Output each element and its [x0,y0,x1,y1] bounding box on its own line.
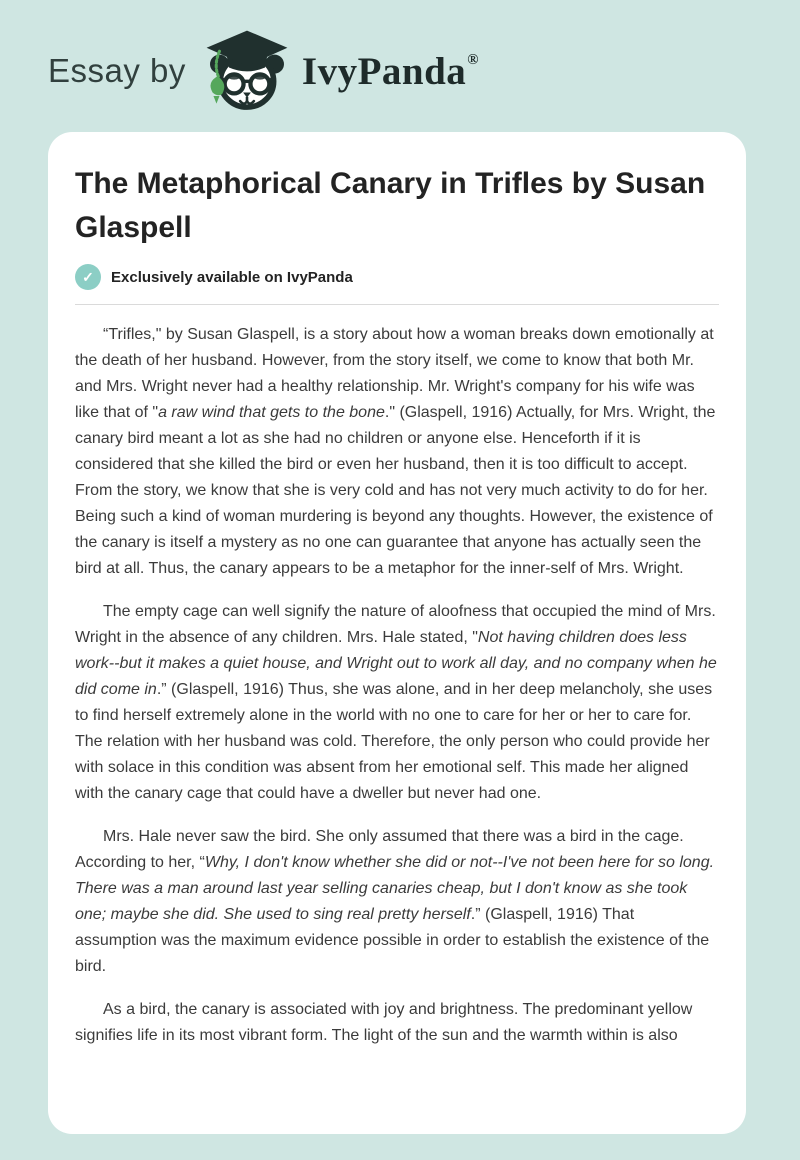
check-icon [75,264,101,290]
availability-label: Exclusively available on IvyPanda [111,268,353,286]
essay-by-label: Essay by [48,52,186,89]
essay-paragraph [75,322,719,582]
divider [75,304,719,305]
body-text: “Trifles," by Susan Glaspell, is a story about how a woman breaks down emotionally at the death of her husband. However, from the story itself, we come to know that both Mr. and Mrs. Wright never had a healthy relationship. Mr. Wright's company for his wife was like that of " [75,326,714,421]
essay-paragraph [75,599,719,807]
body-text: As a bird, the canary is associated with joy and brightness. The predominant yellow signifies life in its most vibrant form. The light of the sun and the warmth within is also [75,1001,693,1044]
essay-body [75,322,719,1049]
body-text: The empty cage can well signify the nature of aloofness that occupied the mind of Mrs. Wright in the absence of any children. Mrs. Hale stated, " [75,603,716,646]
essay-paragraph [75,824,719,980]
body-text: .” (Glaspell, 1916) Thus, she was alone, and in her deep melancholy, she uses to find herself extremely alone in the world with no one to care for her or her to care for. The relation with her husband was cold. Therefore, the only person who could provide her with solace in this condition was absent from her emotional self. This made her aligned with the canary cage that could have a dweller but never had one. [75,681,713,802]
essay-card [48,132,746,1134]
brand-name [302,49,478,94]
quote-italic-text: Not having children does less work--but it makes a quiet house, and Wright out to work all day, and no company when he did come in [75,629,717,698]
body-text: .” (Glaspell, 1916) That assumption was the maximum evidence possible in order to establish the existence of the bird. [75,906,710,975]
panda-graduate-icon [202,28,292,114]
ivypanda-logo [202,28,292,114]
body-text: ." (Glaspell, 1916) Actually, for Mrs. Wright, the canary bird meant a lot as she had no children or anyone else. Henceforth if it is considered that she killed the bird or even her husband, then it is too difficult to accept. From the story, we know that she is very cold and has not very much activity to do for her. Being such a kind of woman murdering is beyond any thoughts. However, the existence of the canary is itself a mystery as no one can guarantee that anyone has actually seen the bird at all. Thus, the canary appears to be a metaphor for the inner-self of Mrs. Wright. [75,404,716,577]
check-glyph: ✓ [82,268,94,285]
page-header [0,0,800,132]
quote-italic-text: a raw wind that gets to the bone [158,404,385,421]
essay-title: The Metaphorical Canary in Trifles by Susan Glaspell [75,167,706,244]
essay-paragraph [75,997,719,1049]
quote-italic-text: Why, I don't know whether she did or not--I've not been here for so long. There was a man around last year selling canaries cheap, but I don't know as she took one; maybe she did. She used to sing real pretty herself [75,854,715,923]
body-text: Mrs. Hale never saw the bird. She only assumed that there was a bird in the cage. According to her, “ [75,828,684,871]
availability-badge [75,264,719,290]
registered-mark: ® [467,51,479,68]
brand-text: IvyPanda [301,49,467,93]
